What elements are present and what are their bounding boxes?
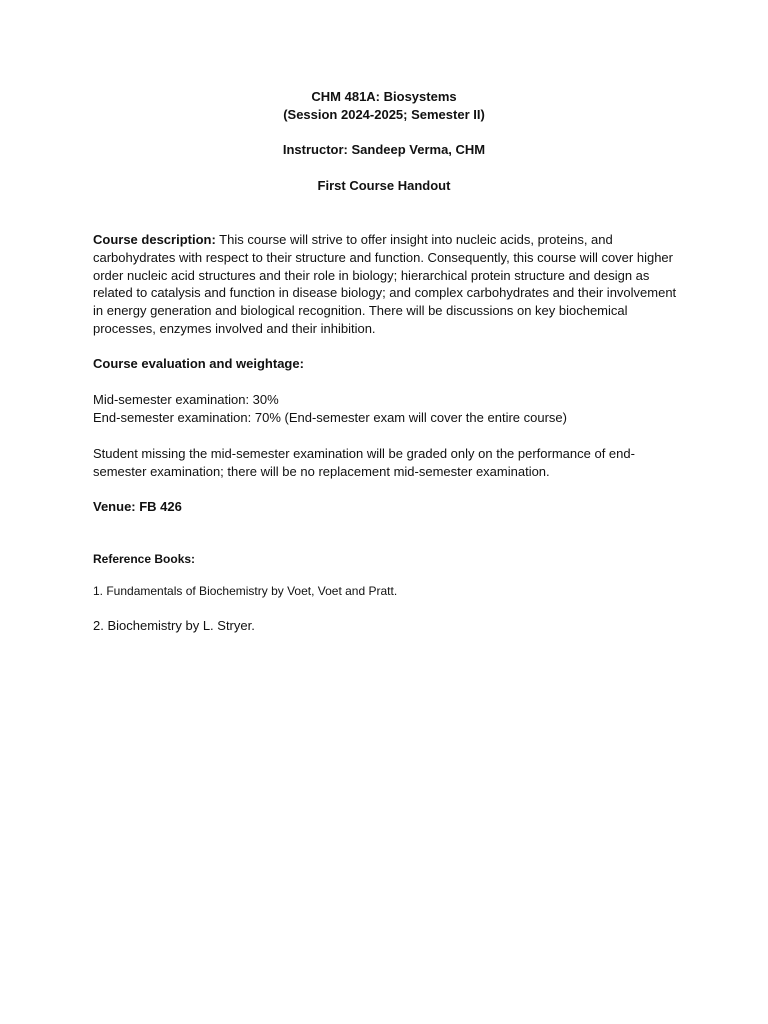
course-description-label: Course description: (93, 232, 216, 247)
course-description-text: This course will strive to offer insight into nucleic acids, proteins, and carbohydrates with respect to their structure and function. Consequently, this course will cover higher order nucleic acid structures and their role in biology; hierarchical protein structure and design as related to catalysis and function in disease biology; and complex carbohydrates and their involvement in energy generation and biological recognition. There will be discussions on key biochemical processes, enzymes involved and their inhibition. (93, 232, 677, 336)
venue: Venue: FB 426 (93, 499, 182, 514)
evaluation-item-end: End-semester examination: 70% (End-semester exam will cover the entire course) (93, 409, 567, 425)
course-description (93, 231, 683, 338)
evaluation-heading: Course evaluation and weightage: (93, 356, 304, 371)
handout-title: First Course Handout (317, 178, 451, 193)
reference-item: 1. Fundamentals of Biochemistry by Voet, Voet and Pratt. (93, 584, 398, 598)
missing-exam-note: Student missing the mid-semester examination will be graded only on the performance of end-semester examination; there will be no replacement mid-semester examination. (93, 446, 635, 479)
course-title: CHM 481A: Biosystems (311, 89, 457, 104)
evaluation-list (93, 391, 683, 427)
reference-books-heading: Reference Books: (93, 552, 196, 566)
reference-item: 2. Biochemistry by L. Stryer. (93, 618, 255, 633)
session-line: (Session 2024-2025; Semester II) (283, 107, 485, 122)
evaluation-item-mid: Mid-semester examination: 30% (93, 392, 279, 407)
instructor-line: Instructor: Sandeep Verma, CHM (282, 142, 486, 157)
